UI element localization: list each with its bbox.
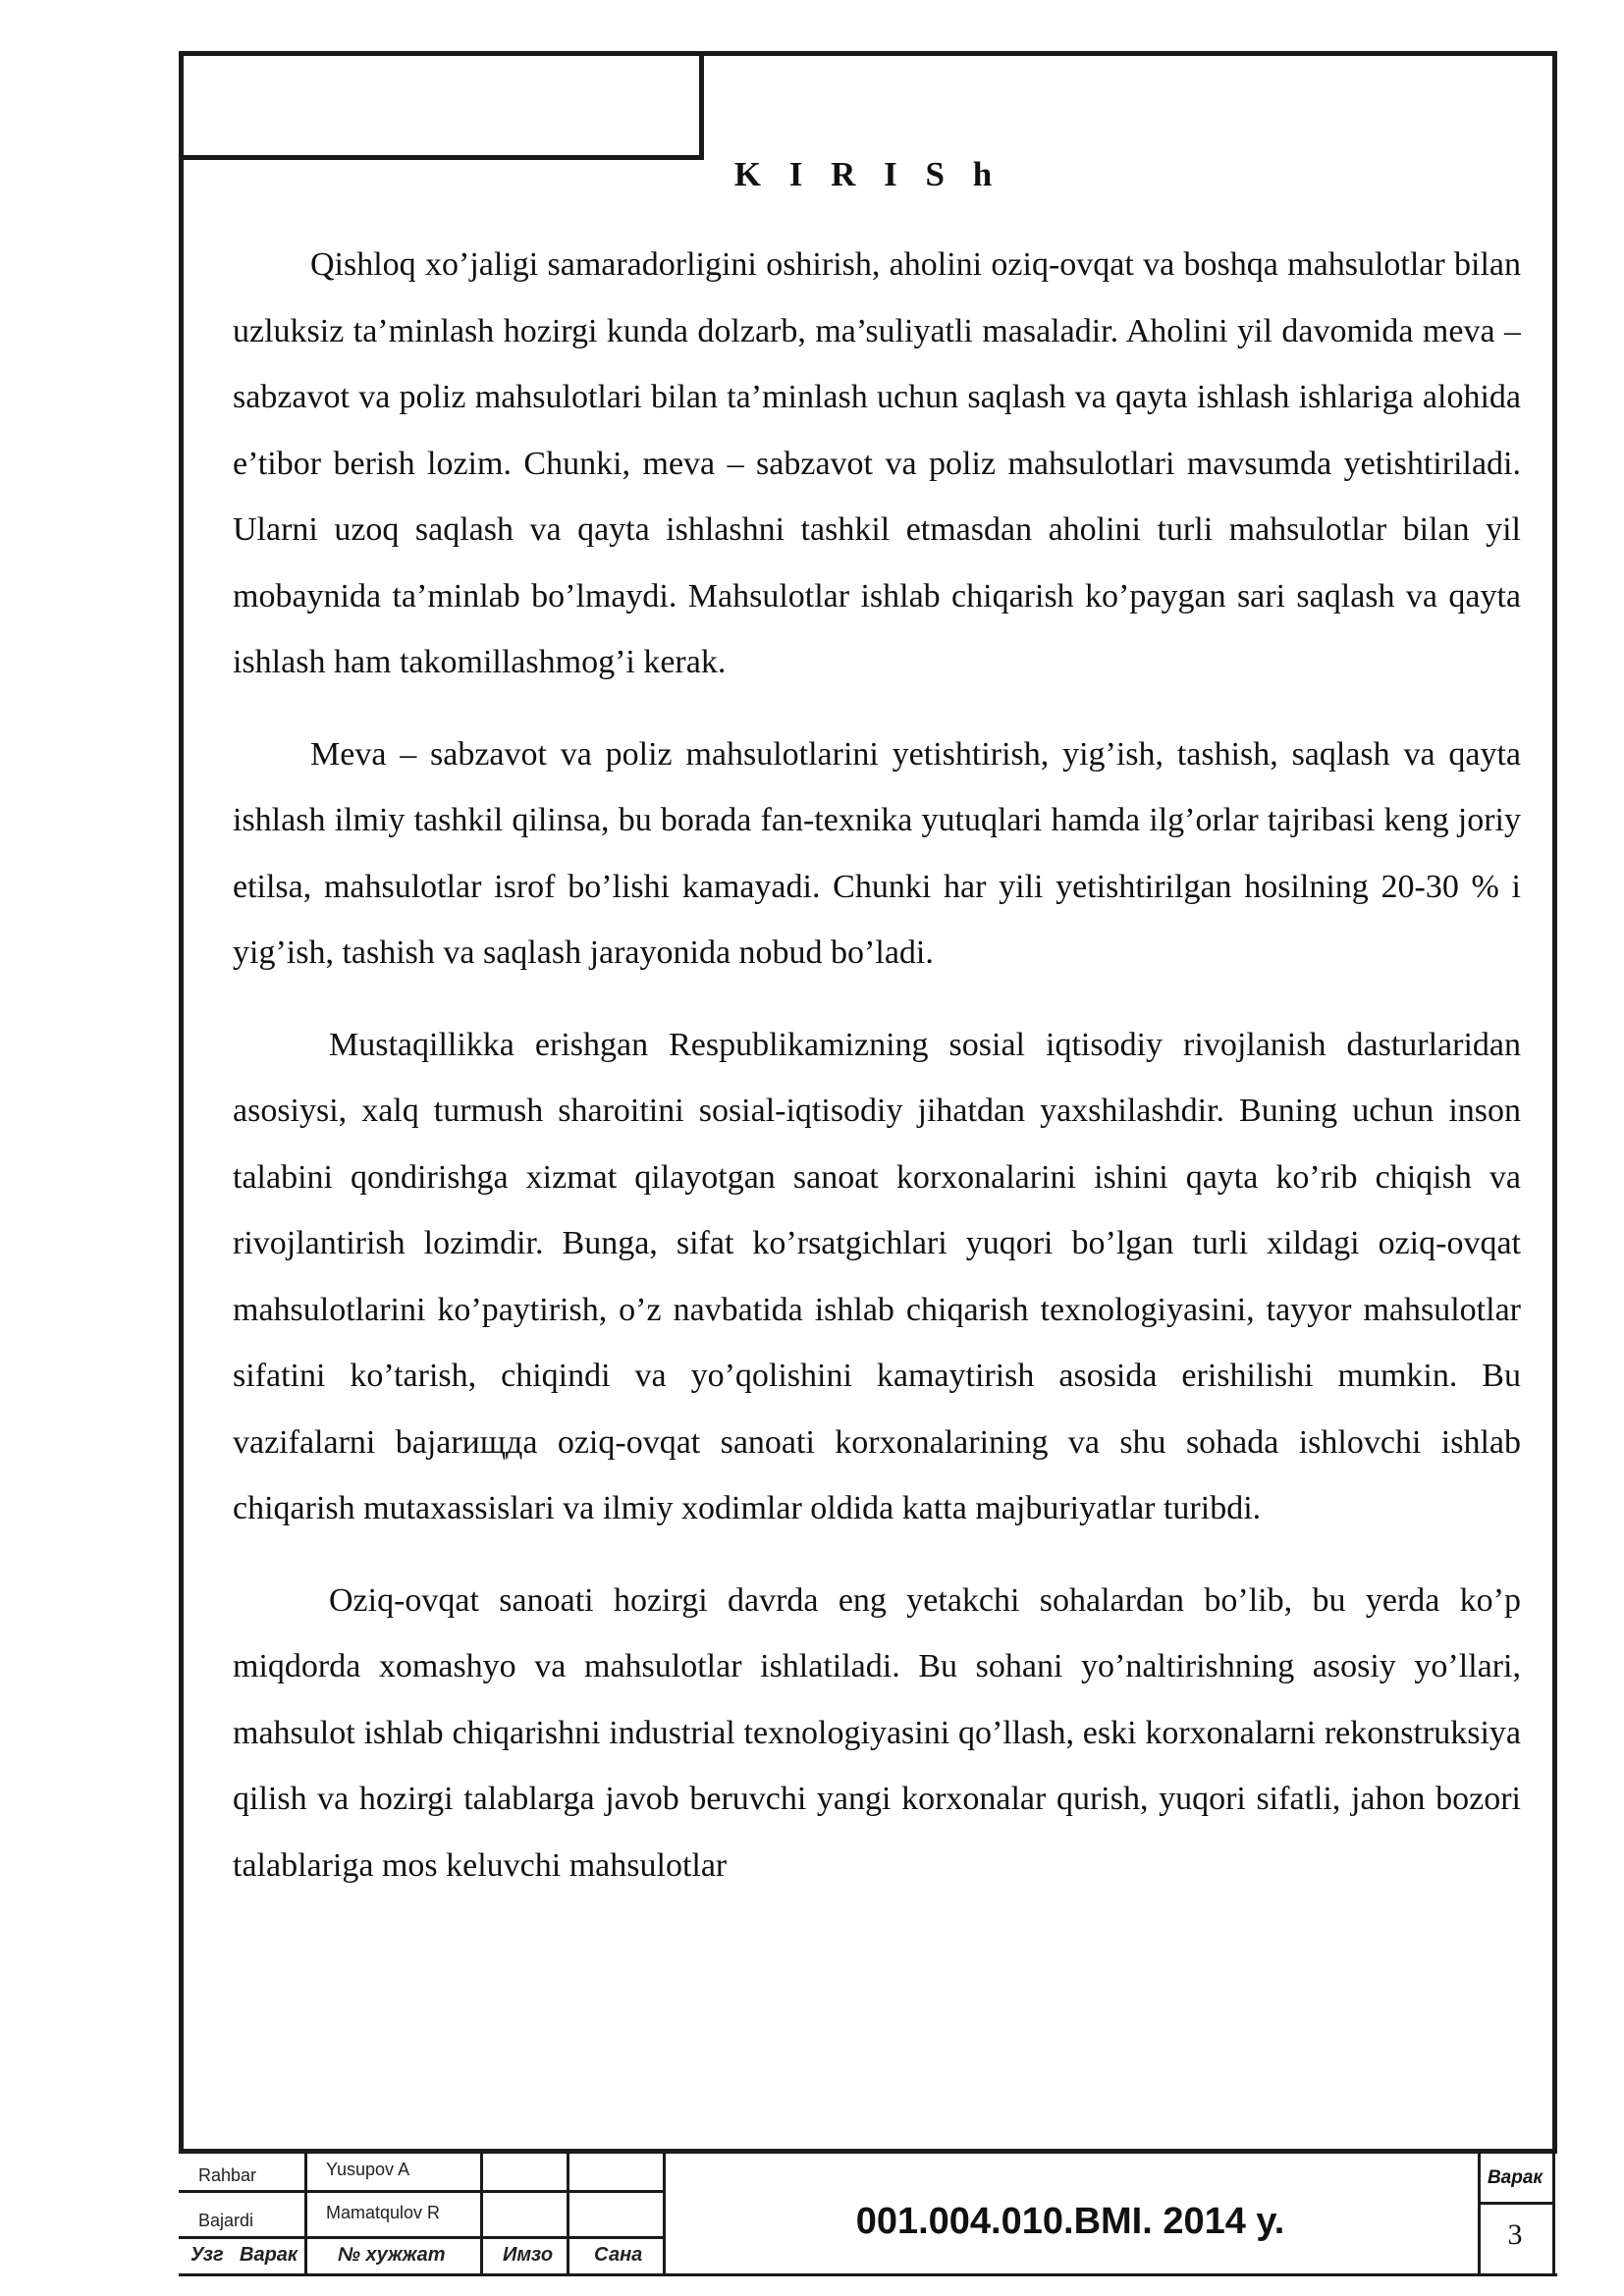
- document-code: 001.004.010.BMI. 2014 y.: [855, 2201, 1285, 2242]
- sheet-label: Варак: [1487, 2167, 1543, 2188]
- title-block-stamp: [179, 2149, 1557, 2276]
- stamp-name-supervisor: Yusupov A: [326, 2160, 410, 2179]
- stamp-header-doc-number: № хужжат: [338, 2244, 446, 2266]
- sheet-number: 3: [1507, 2218, 1523, 2251]
- paragraph: Mustaqillikka erishgan Respublikamizning sosial iqtisodiy rivojlanish dasturlaridan asosiysi, xalq turmush sharoitini sosial-iqtisodiy jihatdan yaxshilashdir. Buning uchun inson talabini qondirishga xizmat qilayotgan sanoat korxonalarini ishini qayta ko’rib chiqish va rivojlantirish lozimdir. Bunga, sifat ko’rsatgichlari yuqori bo’lgan turli xildagi oziq-ovqat mahsulotlarini ko’paytirish, o’z navbatida ishlab chiqarish texnologiyasini, tayyor mahsulotlar sifatini ko’tarish, chiqindi va yo’qolishini kamaytirish asosida erishilishi mumkin. Bu vazifalarni bajarищда oziq-ovqat sanoati korxonalarining va shu sohada ishlovchi ishlab chiqarish mutaxassislari va ilmiy xodimlar oldida katta majburiyatlar turibdi.: [233, 1026, 1521, 1526]
- document-body: [233, 232, 1521, 2160]
- stamp-role-supervisor: Rahbar: [198, 2165, 257, 2185]
- stamp-header-change: Узг: [190, 2244, 224, 2266]
- stamp-role-author: Bajardi: [198, 2211, 254, 2230]
- paragraph: Meva – sabzavot va poliz mahsulotlarini yetishtirish, yig’ish, tashish, saqlash va qayta ishlash ilmiy tashkil qilinsa, bu borada fan-texnika yutuqlari hamda ilg’orlar tajribasi keng joriy etilsa, mahsulotlar isrof bo’lishi kamayadi. Chunki har yili yetishtirilgan hosilning 20-30 % i yig’ish, tashish va saqlash jarayonida nobud bo’ladi.: [233, 735, 1521, 971]
- corner-stamp-box: [179, 51, 704, 160]
- document-title: K I R I S h: [733, 155, 1002, 193]
- paragraph: Oziq-ovqat sanoati hozirgi davrda eng yetakchi sohalardan bo’lib, bu yerda ko’p miqdorda xomashyo va mahsulotlar ishlatiladi. Bu sohani yo’naltirishning asosiy yo’llari, mahsulot ishlab chiqarishni industrial texnologiyasini qo’llash, eski korxonalarni rekonstruksiya qilish va hozirgi talablarga javob beruvchi yangi korxonalar qurish, yuqori sifatli, jahon bozori talablariga mos keluvchi mahsulotlar: [233, 1581, 1521, 1884]
- stamp-header-signature: Имзо: [503, 2244, 554, 2266]
- stamp-name-author: Mamatqulov R: [326, 2203, 441, 2222]
- paragraph: Qishloq xo’jaligi samaradorligini oshirish, aholini oziq-ovqat va boshqa mahsulotlar bilan uzluksiz ta’minlash hozirgi kunda dolzarb, ma’suliyatli masaladir. Aholini yil davomida meva – sabzavot va poliz mahsulotlari bilan ta’minlash uchun saqlash va qayta ishlash ishlariga alohida e’tibor berish lozim. Chunki, meva – sabzavot va poliz mahsulotlari mavsumda yetishtiriladi. Ularni uzoq saqlash va qayta ishlashni tashkil etmasdan aholini turli mahsulotlar bilan yil mobaynida ta’minlab bo’lmaydi. Mahsulotlar ishlab chiqarish ko’paygan sari saqlash va qayta ishlash ham takomillashmog’i kerak.: [233, 246, 1521, 680]
- stamp-header-sheet: Варак: [240, 2244, 298, 2266]
- stamp-header-date: Сана: [594, 2244, 643, 2266]
